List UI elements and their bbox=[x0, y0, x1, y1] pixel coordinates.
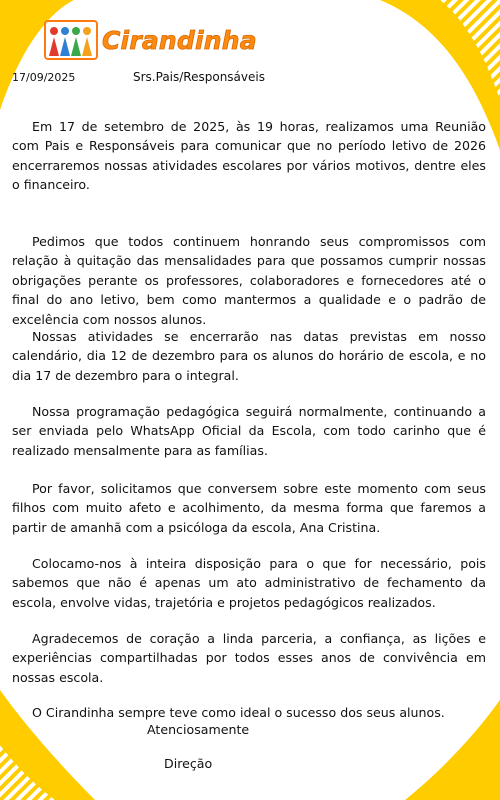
letter-signature: Direção bbox=[164, 756, 213, 771]
paragraph-availability: Colocamo-nos à inteira disposição para o que for necessário, pois sabemos que não é apenas um ato administrativo de fechamento da escola, envolve vidas, trajetória e projetos pedagógicos realizados. bbox=[12, 555, 486, 610]
letter-greeting: Srs.Pais/Responsáveis bbox=[133, 70, 265, 84]
letter-date: 17/09/2025 bbox=[12, 71, 76, 84]
paragraph-children: Por favor, solicitamos que conversem sobre este momento com seus filhos com muito afeto e acolhimento, da mesma forma que faremos a partir de amanhã com a psicóloga da escola, Ana Cristina. bbox=[12, 480, 486, 535]
paragraph-pedagogical: Nossa programação pedagógica seguirá normalmente, continuando a ser enviada pelo WhatsApp Oficial da Escola, com todo carinho que é realizado mensalmente para as famílias. bbox=[12, 403, 486, 458]
paragraph-end-dates: Nossas atividades se encerrarão nas datas previstas em nosso calendário, dia 12 de dezembro para os alunos do horário de escola, e no dia 17 de dezembro para o integral. bbox=[12, 328, 486, 383]
paragraph-meeting: Em 17 de setembro de 2025, às 19 horas, realizamos uma Reunião com Pais e Responsáveis para comunicar que no período letivo de 2026 encerraremos nossas atividades escolares por vários motivos, dentre eles o financeiro. bbox=[12, 118, 486, 193]
children-holding-hands-icon bbox=[44, 20, 98, 60]
paragraph-payments: Pedimos que todos continuem honrando seus compromissos com relação à quitação das mensalidades para que possamos cumprir nossas obrigações perante os professores, colaboradores e fornecedores até o final do ano letivo, bem como mantermos a qualidade e o padrão de excelência com nossos alunos. bbox=[12, 233, 486, 327]
school-logo bbox=[44, 20, 257, 60]
paragraph-ideal: O Cirandinha sempre teve como ideal o sucesso dos seus alunos. bbox=[32, 704, 445, 720]
letter-closing: Atenciosamente bbox=[147, 722, 250, 737]
logo-wordmark: Cirandinha bbox=[102, 25, 257, 55]
paragraph-thanks: Agradecemos de coração a linda parceria, a confiança, as lições e experiências compartilhadas por todos esses anos de convivência em nossas escola. bbox=[12, 630, 486, 685]
